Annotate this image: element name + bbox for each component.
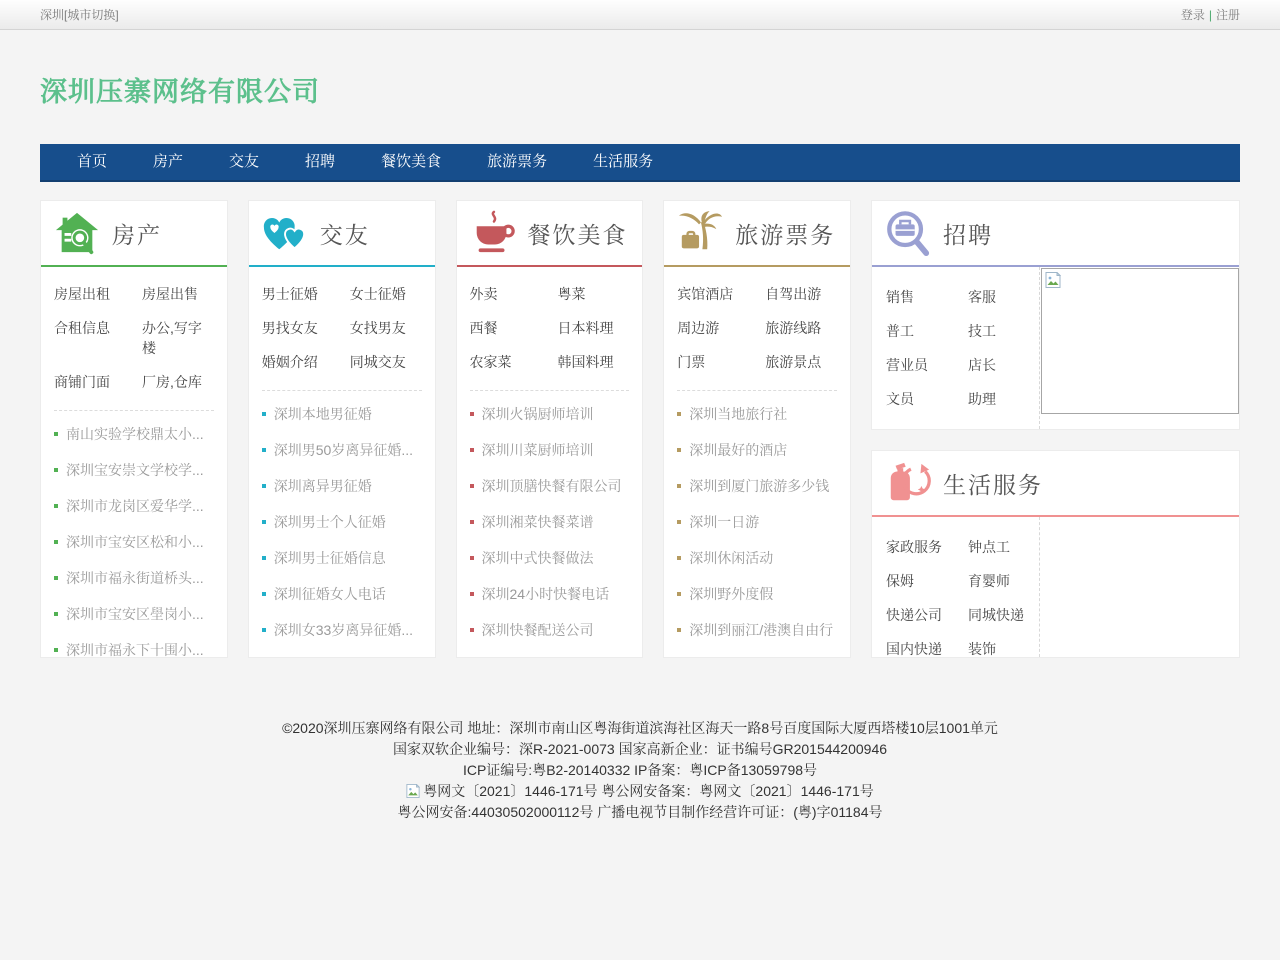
list-item[interactable] (262, 540, 422, 576)
nav-item[interactable]: 房产 (153, 153, 184, 170)
category-link[interactable]: 宾馆酒店 (677, 286, 734, 302)
list-item-link[interactable]: 深圳中式快餐做法 (481, 550, 594, 566)
briefcase-search-icon (885, 210, 931, 256)
bullet-icon (54, 432, 58, 436)
list-item-link[interactable]: 深圳当地旅行社 (689, 406, 788, 422)
list-item[interactable] (677, 468, 837, 504)
travel-categories (664, 267, 850, 378)
category-link[interactable]: 商铺门面 (54, 374, 110, 390)
category-link[interactable]: 钟点工 (968, 539, 1010, 555)
footer (40, 718, 1240, 953)
category-link[interactable]: 快递公司 (886, 607, 942, 623)
list-item-link[interactable]: 深圳一日游 (689, 514, 760, 530)
category-link[interactable]: 韩国料理 (557, 354, 614, 370)
list-item-link[interactable]: 深圳男士个人征婚 (273, 514, 386, 530)
category-link[interactable]: 装饰 (968, 641, 996, 657)
list-item[interactable] (54, 416, 214, 452)
list-item[interactable] (677, 540, 837, 576)
list-item-link[interactable]: 深圳24小时快餐电话 (481, 586, 610, 602)
real-estate-list (41, 411, 227, 676)
bullet-icon (470, 628, 474, 632)
category-link[interactable]: 西餐 (469, 320, 498, 336)
bullet-icon (677, 448, 681, 452)
category-link[interactable]: 旅游景点 (765, 354, 822, 370)
list-item-link[interactable]: 深圳市宝安区松和小... (66, 534, 204, 550)
nav-item[interactable]: 旅游票务 (487, 153, 548, 170)
bullet-icon (262, 412, 266, 416)
category-cards-row (40, 200, 1240, 658)
list-item[interactable] (470, 576, 630, 612)
category-link[interactable]: 办公,写字楼 (142, 320, 202, 356)
footer-copyright-line: ©2020深圳压寨网络有限公司 地址：深圳市南山区粤海街道滨海社区海天一路8号百度国际大厦西塔楼10层1001单元 (282, 720, 998, 736)
current-city-label: 深圳 (40, 8, 65, 22)
footer-security-line: 粤公网安备:44030502000112号 广播电视节目制作经营许可证：(粤)字01184号 (397, 804, 883, 820)
category-link[interactable]: 婚姻介绍 (261, 354, 318, 370)
category-link[interactable]: 营业员 (886, 357, 928, 373)
bullet-icon (54, 504, 58, 508)
palm-tree-luggage-icon (677, 210, 723, 256)
jobs-categories (872, 267, 1039, 429)
list-item[interactable] (262, 504, 422, 540)
list-item[interactable] (677, 576, 837, 612)
bullet-icon (262, 592, 266, 596)
category-link[interactable]: 外卖 (469, 286, 498, 302)
real-estate-categories (41, 267, 227, 398)
card-travel (663, 200, 851, 658)
bullet-icon (54, 576, 58, 580)
category-link[interactable]: 厂房,仓库 (142, 374, 202, 390)
list-item[interactable] (54, 596, 214, 632)
category-link[interactable]: 女士征婚 (349, 286, 406, 302)
list-item-link[interactable]: 深圳市龙岗区爱华学... (66, 498, 204, 514)
list-item-link[interactable]: 深圳男50岁离异征婚... (273, 442, 413, 458)
list-item-link[interactable]: 深圳火锅厨师培训 (481, 406, 594, 422)
city-selector[interactable] (40, 6, 119, 23)
list-item-link[interactable]: 深圳休闲活动 (689, 550, 774, 566)
bullet-icon (262, 520, 266, 524)
category-link[interactable]: 同城快递 (968, 607, 1024, 623)
list-item-link[interactable]: 深圳离异男征婚 (273, 478, 372, 494)
bullet-icon (470, 520, 474, 524)
hearts-icon (262, 210, 308, 256)
site-title: 深圳压寨网络有限公司 (40, 77, 320, 107)
card-title: 旅游票务 (735, 221, 836, 248)
bullet-icon (262, 484, 266, 488)
house-search-icon (54, 210, 100, 256)
category-link[interactable]: 日本料理 (557, 320, 614, 336)
footer-netculture-text: 粤网文〔2021〕1446-171号 粤公网安备案：粤网文〔2021〕1446-171号 (423, 783, 874, 799)
list-item[interactable] (262, 612, 422, 648)
bullet-icon (54, 612, 58, 616)
bullet-icon (677, 556, 681, 560)
city-switch-link[interactable]: [城市切换] (64, 8, 119, 22)
card-dating (248, 200, 436, 658)
list-item[interactable] (262, 576, 422, 612)
category-link[interactable]: 自驾出游 (765, 286, 822, 302)
bullet-icon (470, 556, 474, 560)
life-services-categories (872, 517, 1039, 657)
bullet-icon (54, 540, 58, 544)
nav-item[interactable]: 首页 (77, 153, 108, 170)
category-link[interactable]: 合租信息 (54, 320, 110, 336)
list-item-link[interactable]: 深圳顶膳快餐有限公司 (481, 478, 622, 494)
list-item-link[interactable]: 深圳本地男征婚 (273, 406, 372, 422)
login-link[interactable]: 登录 (1180, 8, 1205, 22)
category-link[interactable]: 农家菜 (469, 354, 512, 370)
list-item[interactable] (54, 560, 214, 596)
bullet-icon (470, 484, 474, 488)
bullet-icon (677, 412, 681, 416)
list-item-link[interactable]: 深圳女33岁离异征婚... (273, 622, 413, 638)
list-item-link[interactable]: 深圳市福永下十围小... (66, 642, 204, 658)
category-link[interactable]: 门票 (677, 354, 706, 370)
detergent-bottle-icon (885, 460, 931, 506)
category-link[interactable]: 技工 (968, 323, 996, 339)
list-item-link[interactable]: 深圳宝安崇文学校学... (66, 462, 204, 478)
category-link[interactable]: 旅游线路 (765, 320, 822, 336)
life-services-empty-area (1039, 517, 1239, 657)
card-food (456, 200, 644, 658)
job-ad-image-placeholder (1041, 268, 1239, 414)
topbar-separator: | (1208, 7, 1212, 22)
card-title: 餐饮美食 (527, 221, 628, 248)
card-title: 交友 (319, 221, 370, 248)
category-link[interactable]: 国内快递 (886, 641, 942, 657)
category-link[interactable]: 粤菜 (557, 286, 586, 302)
category-link[interactable]: 男找女友 (261, 320, 318, 336)
jobs-ad-area (1039, 267, 1239, 429)
bullet-icon (262, 628, 266, 632)
footer-enterprise-line: 国家双软企业编号：深R-2021-0073 国家高新企业：证书编号GR201544200946 (392, 741, 888, 757)
list-item-link[interactable]: 深圳市宝安区壆岗小... (66, 606, 204, 622)
nav-item[interactable]: 餐饮美食 (381, 153, 442, 170)
dating-list (249, 391, 435, 656)
list-item-link[interactable]: 深圳野外度假 (689, 586, 774, 602)
category-link[interactable]: 育婴师 (968, 573, 1010, 589)
list-item[interactable] (470, 612, 630, 648)
nav-item[interactable]: 交友 (229, 153, 260, 170)
list-item-link[interactable]: 深圳最好的酒店 (689, 442, 788, 458)
card-real-estate (40, 200, 228, 658)
category-link[interactable]: 普工 (886, 323, 914, 339)
category-link[interactable]: 文员 (886, 391, 914, 407)
category-link[interactable]: 保姆 (886, 573, 914, 589)
nav-item[interactable]: 生活服务 (593, 153, 654, 170)
list-item[interactable] (54, 452, 214, 488)
list-item[interactable] (470, 540, 630, 576)
bullet-icon (470, 448, 474, 452)
list-item[interactable] (262, 468, 422, 504)
nav-item[interactable]: 招聘 (305, 153, 336, 170)
bullet-icon (470, 412, 474, 416)
bullet-icon (677, 484, 681, 488)
main-nav (40, 144, 1240, 182)
list-item-link[interactable]: 深圳快餐配送公司 (481, 622, 594, 638)
bullet-icon (677, 628, 681, 632)
list-item[interactable] (54, 632, 214, 668)
list-item[interactable] (54, 488, 214, 524)
category-link[interactable]: 房屋出租 (54, 286, 110, 302)
bullet-icon (262, 448, 266, 452)
category-link[interactable]: 同城交友 (349, 354, 406, 370)
bullet-icon (677, 520, 681, 524)
list-item[interactable] (262, 432, 422, 468)
list-item-link[interactable]: 深圳市福永街道桥头... (66, 570, 204, 586)
bullet-icon (54, 468, 58, 472)
coffee-cup-icon (470, 210, 516, 256)
category-link[interactable]: 女找男友 (349, 320, 406, 336)
list-item[interactable] (470, 468, 630, 504)
food-categories (457, 267, 643, 378)
category-link[interactable]: 助理 (968, 391, 996, 407)
list-item[interactable] (470, 396, 630, 432)
list-item-link[interactable]: 深圳湘菜快餐菜谱 (481, 514, 594, 530)
footer-icp-line: ICP证编号:粤B2-20140332 IP备案：粤ICP备13059798号 (462, 762, 818, 778)
category-link[interactable]: 客服 (968, 289, 996, 305)
list-item-link[interactable]: 南山实验学校鼎太小... (66, 426, 204, 442)
card-title: 生活服务 (943, 471, 1043, 498)
register-link[interactable]: 注册 (1215, 8, 1240, 22)
bullet-icon (262, 556, 266, 560)
right-column (871, 200, 1240, 658)
list-item[interactable] (262, 396, 422, 432)
dating-categories (249, 267, 435, 378)
list-item-link[interactable]: 深圳到丽江/港澳自由行 (689, 622, 834, 638)
category-link[interactable]: 男士征婚 (261, 286, 318, 302)
card-life-services (871, 450, 1240, 658)
list-item[interactable] (677, 504, 837, 540)
footer-netculture-line (40, 781, 1240, 802)
category-link[interactable]: 店长 (968, 357, 996, 373)
card-title: 房产 (112, 221, 162, 248)
list-item-link[interactable]: 深圳征婚女人电话 (273, 586, 386, 602)
list-item-link[interactable]: 深圳男士征婚信息 (273, 550, 386, 566)
topbar (0, 0, 1280, 30)
category-link[interactable]: 房屋出售 (142, 286, 198, 302)
list-item[interactable] (470, 432, 630, 468)
food-list (457, 391, 643, 656)
list-item-link[interactable]: 深圳到厦门旅游多少钱 (689, 478, 830, 494)
list-item[interactable] (677, 612, 837, 648)
bullet-icon (54, 648, 58, 652)
card-jobs (871, 200, 1240, 430)
bullet-icon (677, 592, 681, 596)
list-item[interactable] (470, 504, 630, 540)
list-item-link[interactable]: 深圳川菜厨师培训 (481, 442, 594, 458)
list-item[interactable] (54, 524, 214, 560)
list-item[interactable] (677, 432, 837, 468)
broken-image-icon (406, 784, 420, 798)
list-item[interactable] (677, 396, 837, 432)
card-title: 招聘 (943, 221, 993, 248)
category-link[interactable]: 家政服务 (886, 539, 942, 555)
travel-list (664, 391, 850, 656)
category-link[interactable]: 周边游 (677, 320, 720, 336)
category-link[interactable]: 销售 (886, 289, 914, 305)
broken-image-icon (1045, 272, 1061, 288)
bullet-icon (470, 592, 474, 596)
